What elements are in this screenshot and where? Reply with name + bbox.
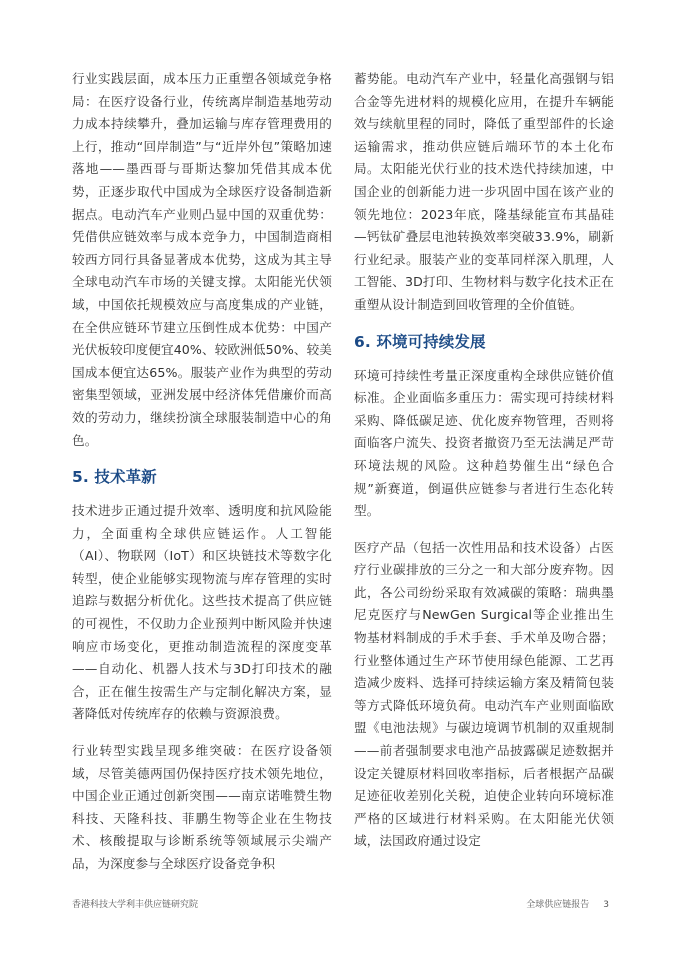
paragraph-technology-continued: 蓄势能。电动汽车产业中，轻量化高强钢与铝合金等先进材料的规模化应用，在提升车辆能效与续航里程的同时，降低了重型部件的长途运输需求，推动供应链后端环节的本土化布局。太阳能光伏行业的技术迭代持续加速，中国企业的创新能力进一步巩固中国在该产业的领先地位：2023年底，隆基绿能宣布其晶硅—钙钛矿叠层电池转换效率突破33.9%，刷新行业纪录。服装产业的变革同样深入肌理，人工智能、3D打印、生物材料与数字化技术正在重塑从设计制造到回收管理的全价值链。 — [354, 71, 614, 312]
section-heading-technology: 5. 技术革新 — [72, 468, 157, 487]
footer-report-title: 全球供应链报告 — [526, 900, 590, 910]
footer-right — [526, 897, 609, 910]
paragraph-cost-pressure: 行业实践层面，成本压力正重塑各领域竞争格局：在医疗设备行业，传统离岸制造基地劳动力成本持续攀升，叠加运输与库存管理费用的上行，推动“回岸制造”与“近岸外包”策略加速落地——墨西哥与哥斯达黎加凭借其成本优势，正逐步取代中国成为全球医疗设备制造新据点。电动汽车产业则凸显中国的双重优势：凭借供应链效率与成本竞争力，中国制造商相较西方同行具备显著成本优势，这成为其主导全球电动汽车市场的关键支撑。太阳能光伏领域，中国依托规模效应与高度集成的产业链，在全供应链环节建立压倒性成本优势：中国产光伏板较印度便宜40%、较欧洲低50%、较美国成本便宜达65%。服装产业作为典型的劳动密集型领域，亚洲发展中经济体凭借廉价而高效的劳动力，继续扮演全球服装制造中心的角色。 — [72, 71, 332, 448]
section-heading-sustainability: 6. 环境可持续发展 — [354, 332, 486, 351]
paragraph-medical-carbon: 医疗产品（包括一次性用品和技术设备）占医疗行业碳排放的三分之一和大部分废弃物。因此，各公司纷纷采取有效减碳的策略：瑞典墨尼克医疗与NewGen Surgical等企业推出生物基材料制成的手术手套、手术单及吻合器；行业整体通过生产环节使用绿色能源、工艺再造减少废料、选择可持续运输方案及精简包装等方式降低环境负荷。电动汽车产业则面临欧盟《电池法规》与碳边境调节机制的双重规制——前者强制要求电池产品披露碳足迹数据并设定关键原材料回收率指标，后者根据产品碳足迹征收差别化关税，迫使企业转向环境标准严格的区域进行材料采购。在太阳能光伏领域，法国政府通过设定 — [354, 539, 614, 849]
page-number: 3 — [603, 900, 609, 910]
footer-institute: 香港科技大学利丰供应链研究院 — [72, 900, 199, 910]
paragraph-sustainability-intro: 环境可持续性考量正深度重构全球供应链价值标准。企业面临多重压力：需实现可持续材料采购、降低碳足迹、优化废弃物管理，否则将面临客户流失、投资者撤资乃至无法满足严苛环境法规的风险。这种趋势催生出“绿色合规”新赛道，倒逼供应链参与者进行生态化转型。 — [354, 367, 614, 519]
paragraph-technology-intro: 技术进步正通过提升效率、透明度和抗风险能力，全面重构全球供应链运作。人工智能（AI）、物联网（IoT）和区块链技术等数字化转型，使企业能够实现物流与库存管理的实时追踪与数据分析优化。这些技术提高了供应链的可视性，不仅助力企业预判中断风险并快速响应市场变化，更推动制造流程的深度变革——自动化、机器人技术与3D打印技术的融合，正在催生按需生产与定制化解决方案，显著降低对传统库存的依赖与资源浪费。 — [72, 503, 332, 722]
right-column — [354, 68, 614, 853]
left-column — [72, 68, 332, 876]
paragraph-industry-transformation: 行业转型实践呈现多维突破：在医疗设备领域，尽管美德两国仍保持医疗技术领先地位，中国企业正通过创新突围——南京诺唯赞生物科技、天隆科技、菲鹏生物等企业在生物技术、核酸提取与诊断系统等领域展示尖端产品，为深度参与全球医疗设备竞争积 — [72, 743, 332, 871]
